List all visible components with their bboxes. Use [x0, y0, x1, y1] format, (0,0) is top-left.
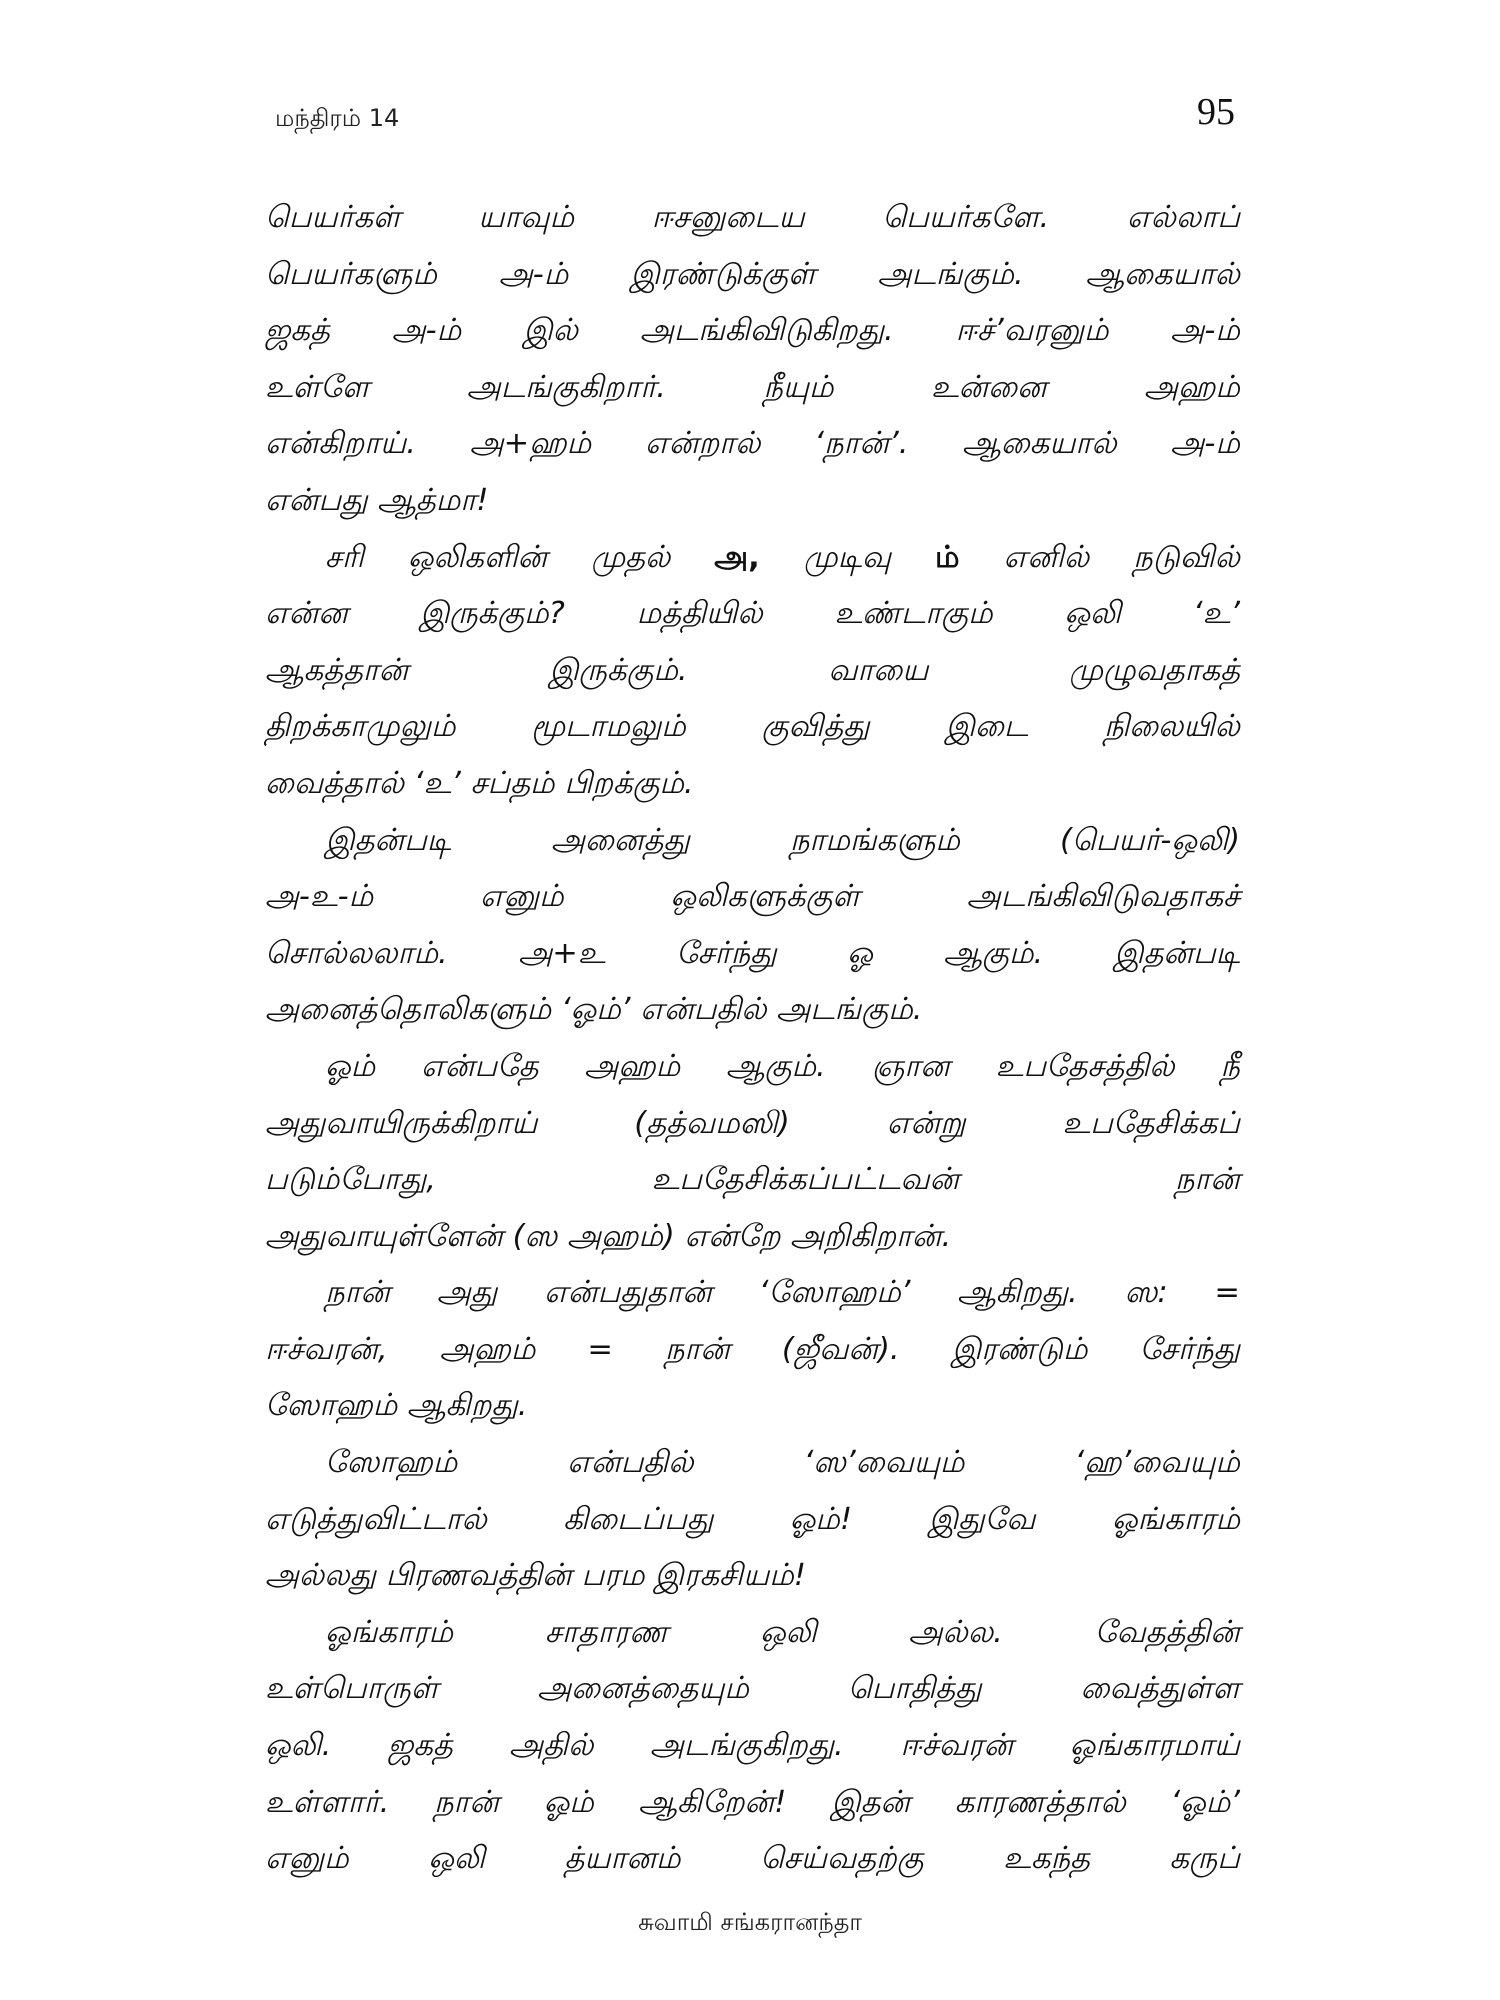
word: அ,	[714, 539, 760, 575]
word: அஹம்	[584, 1048, 681, 1084]
word: திறக்காமுலும்	[265, 709, 456, 745]
word: சரி	[325, 539, 364, 575]
text-line	[265, 1548, 1240, 1605]
word: நீயும்	[763, 369, 834, 405]
word: ஒலி.	[265, 1728, 332, 1764]
text-line	[265, 1152, 1240, 1209]
text-line	[265, 1831, 1240, 1888]
text-line	[265, 982, 1240, 1039]
word: (ஸ	[512, 1218, 558, 1254]
word: அதில்	[509, 1728, 594, 1764]
word: ஆகிறது.	[407, 1388, 528, 1424]
word: ‘நான்’.	[814, 426, 909, 462]
word: ஆகையால்	[1085, 256, 1240, 292]
word: ஒலி	[1064, 596, 1122, 632]
word: குவித்து	[761, 709, 870, 745]
word: அனைத்தொலிகளும்	[265, 992, 552, 1028]
word: பரம	[581, 1558, 645, 1594]
word: அடங்கும்.	[776, 992, 923, 1028]
word: எடுத்துவிட்டால்	[265, 1501, 487, 1537]
word: உள்ளே	[265, 369, 370, 405]
text-line	[265, 699, 1240, 756]
text-line	[265, 1096, 1240, 1153]
word: என்பதே	[420, 1048, 539, 1084]
word: அடங்கிவிடுகிறது.	[640, 313, 894, 349]
word: ஞான	[871, 1048, 950, 1084]
word: நீ	[1220, 1048, 1240, 1084]
word: அனைத்து	[551, 822, 690, 858]
text-line	[265, 1775, 1240, 1832]
word: அஹம்	[439, 1331, 536, 1367]
word: என்றால்	[645, 426, 761, 462]
word: ஒலி	[428, 1841, 485, 1877]
word: மூடாமலும்	[531, 709, 686, 745]
footer-author: சுவாமி சங்கரானந்தா	[638, 1908, 862, 1936]
text-line	[265, 756, 1240, 813]
text-line	[265, 530, 1240, 587]
word: ஓ	[847, 935, 873, 971]
word: அனைத்தையும்	[537, 1671, 749, 1707]
word: நாமங்களும்	[789, 822, 960, 858]
word: அதுவாயுள்ளேன்	[265, 1218, 503, 1254]
text-line	[265, 1661, 1240, 1718]
word: நான்	[1174, 1162, 1240, 1198]
text-line	[265, 360, 1240, 417]
word: ஈச்’வரனும்	[955, 313, 1109, 349]
text-line	[265, 586, 1240, 643]
word: சேர்ந்து	[676, 935, 777, 971]
word: =	[1214, 1275, 1240, 1311]
text-line	[265, 1322, 1240, 1379]
word: அடங்குகிறது.	[650, 1728, 844, 1764]
word: அ-ம்	[391, 313, 462, 349]
word: (ஜீவன்).	[781, 1331, 900, 1367]
word: என்பதில்	[567, 1445, 694, 1481]
word: அஹம்	[1144, 369, 1240, 405]
text-line	[265, 303, 1240, 360]
word: (தத்வமஸி)	[634, 1105, 790, 1141]
word: என்றே	[684, 1218, 781, 1254]
word: ஓங்காரமாய்	[1069, 1728, 1240, 1764]
word: சாதாரண	[544, 1614, 669, 1650]
word: இதுவே	[928, 1501, 1036, 1537]
word: நடுவில்	[1133, 539, 1240, 575]
word: படும்போது,	[265, 1162, 436, 1198]
word: ஒலிகளின்	[407, 539, 548, 575]
word: ஈச்வரன்	[900, 1728, 1014, 1764]
word: ஆகிறேன்!	[638, 1784, 787, 1820]
word: யாவும்	[478, 200, 575, 235]
word: முடிவு	[803, 539, 892, 575]
word: அடங்கிவிடுவதாகச்	[966, 879, 1240, 915]
word: கிடைப்பது	[563, 1501, 714, 1537]
word: =	[587, 1331, 613, 1367]
word: உண்டாகும்	[834, 596, 993, 632]
word: இருக்கும்?	[419, 596, 565, 632]
word: இரண்டும்	[951, 1331, 1088, 1367]
word: வைத்துள்ள	[1080, 1671, 1240, 1707]
word: வைத்தால்	[265, 765, 405, 801]
word: ஆகும்.	[943, 935, 1044, 971]
word: ஆகத்தான்	[265, 652, 409, 688]
word: அ-உ-ம்	[265, 879, 374, 915]
word: அடங்கும்.	[877, 256, 1024, 292]
word: என்று	[886, 1105, 966, 1141]
text-line	[265, 643, 1240, 700]
word: அ+ஹம்	[469, 426, 592, 462]
word: பிரணவத்தின்	[385, 1558, 572, 1594]
word: உபதேசத்தில்	[995, 1048, 1175, 1084]
word: செய்வதற்கு	[760, 1841, 924, 1877]
text-line	[265, 1435, 1240, 1492]
word: பெயர்களே.	[882, 200, 1050, 235]
word: இதன்படி	[325, 822, 452, 858]
word: ஈச்வரன்,	[265, 1331, 388, 1367]
word: ஓம்	[543, 1784, 594, 1820]
word: அ-ம்	[498, 256, 569, 292]
word: உபதேசிக்கப்	[1062, 1105, 1240, 1141]
word: ‘ஸ’வையும்	[803, 1445, 965, 1481]
word: பொதித்து	[847, 1671, 982, 1707]
text-line	[265, 416, 1240, 473]
text-line	[265, 926, 1240, 983]
word: ‘உ’	[413, 765, 461, 801]
word: அறிகிறான்.	[790, 1218, 952, 1254]
word: ஆகிறது.	[957, 1275, 1078, 1311]
word: ‘ஸோஹம்’	[758, 1275, 911, 1311]
word: என்கிறாய்.	[265, 426, 416, 462]
word: பெயர்களும்	[265, 256, 437, 292]
word: இடை	[945, 709, 1029, 745]
word: நான்	[664, 1331, 730, 1367]
word: அ+உ	[518, 935, 606, 971]
word: கருப்	[1169, 1841, 1240, 1877]
page-header	[275, 91, 1235, 156]
text-line	[265, 1718, 1240, 1775]
word: முழுவதாகத்	[1069, 652, 1240, 688]
word: இருக்கும்.	[549, 652, 688, 688]
word: எல்லாப்	[1126, 200, 1240, 235]
word: ம்	[935, 539, 960, 575]
word: அது	[436, 1275, 498, 1311]
word: ‘ஓம்’	[1170, 1784, 1240, 1820]
text-line	[265, 1209, 1240, 1266]
word: மத்தியில்	[636, 596, 763, 632]
word: ஒலி	[760, 1614, 817, 1650]
word: இரகசியம்!	[654, 1558, 806, 1594]
word: உள்பொருள்	[265, 1671, 439, 1707]
word: ஓங்காரம்	[325, 1614, 454, 1650]
text-line	[265, 813, 1240, 870]
text-line	[265, 1378, 1240, 1435]
word: அதுவாயிருக்கிறாய்	[265, 1105, 538, 1141]
word: இதன்	[830, 1784, 911, 1820]
word: இல்	[523, 313, 579, 349]
body-text	[265, 190, 1240, 1888]
word: (பெயர்-ஒலி)	[1060, 822, 1240, 858]
word: வேதத்தின்	[1094, 1614, 1240, 1650]
word: உள்ளார்.	[265, 1784, 390, 1820]
word: ஆகையால்	[962, 426, 1117, 462]
text-line	[265, 247, 1240, 304]
word: என்பது	[265, 482, 368, 518]
text-line	[265, 1039, 1240, 1096]
word: எனில்	[1003, 539, 1090, 575]
word: என்பதுதான்	[544, 1275, 712, 1311]
text-line	[265, 869, 1240, 926]
word: ஆத்மா!	[377, 482, 489, 518]
text-line	[265, 473, 1240, 530]
word: நான்	[325, 1275, 391, 1311]
word: அஹம்)	[567, 1218, 675, 1254]
text-line	[265, 1605, 1240, 1662]
word: உபதேசிக்கப்பட்டவன்	[651, 1162, 960, 1198]
text-line	[265, 190, 1240, 247]
page-number: 95	[1197, 91, 1235, 133]
word: ஸோஹம்	[265, 1388, 398, 1424]
word: முதல்	[591, 539, 671, 575]
text-line	[265, 1265, 1240, 1322]
word: வாயை	[828, 652, 929, 688]
word: ஈசனுடைய	[651, 200, 805, 235]
word: எனும்	[479, 879, 564, 915]
word: என்ன	[265, 596, 348, 632]
word: இதன்படி	[1113, 935, 1240, 971]
word: நான்	[433, 1784, 500, 1820]
word: பிறக்கும்.	[564, 765, 694, 801]
text-line	[265, 1492, 1240, 1549]
word: அ-ம்	[1170, 313, 1240, 349]
word: ‘ஹ’வையும்	[1074, 1445, 1240, 1481]
word: ஓம்!	[789, 1501, 853, 1537]
word: அ-ம்	[1170, 426, 1240, 462]
word: உன்னை	[931, 369, 1047, 405]
word: காரணத்தால்	[954, 1784, 1126, 1820]
word: த்யானம்	[564, 1841, 681, 1877]
word: உகந்த	[1003, 1841, 1090, 1877]
word: ஜகத்	[265, 313, 330, 349]
word: அல்ல.	[908, 1614, 1003, 1650]
word: ஸோஹம்	[325, 1445, 458, 1481]
word: என்பதில்	[640, 992, 767, 1028]
word: நிலையில்	[1103, 709, 1240, 745]
word: அல்லது	[265, 1558, 376, 1594]
word: எனும்	[265, 1841, 349, 1877]
word: இரண்டுக்குள்	[630, 256, 816, 292]
word: ஒலிகளுக்குள்	[670, 879, 860, 915]
word: ‘உ’	[1192, 596, 1240, 632]
word: சப்தம்	[470, 765, 555, 801]
word: ஓம்	[325, 1048, 376, 1084]
word: சேர்ந்து	[1139, 1331, 1240, 1367]
word: ஆகும்.	[726, 1048, 826, 1084]
word: ஜகத்	[387, 1728, 453, 1764]
word: பெயர்கள்	[265, 200, 401, 235]
word: சொல்லலாம்.	[265, 935, 448, 971]
running-head: மந்திரம் 14	[275, 104, 400, 132]
word: ஓங்காரம்	[1111, 1501, 1240, 1537]
word: அடங்குகிறார்.	[466, 369, 666, 405]
word: ஸ:	[1124, 1275, 1168, 1311]
word: ‘ஓம்’	[560, 992, 631, 1028]
